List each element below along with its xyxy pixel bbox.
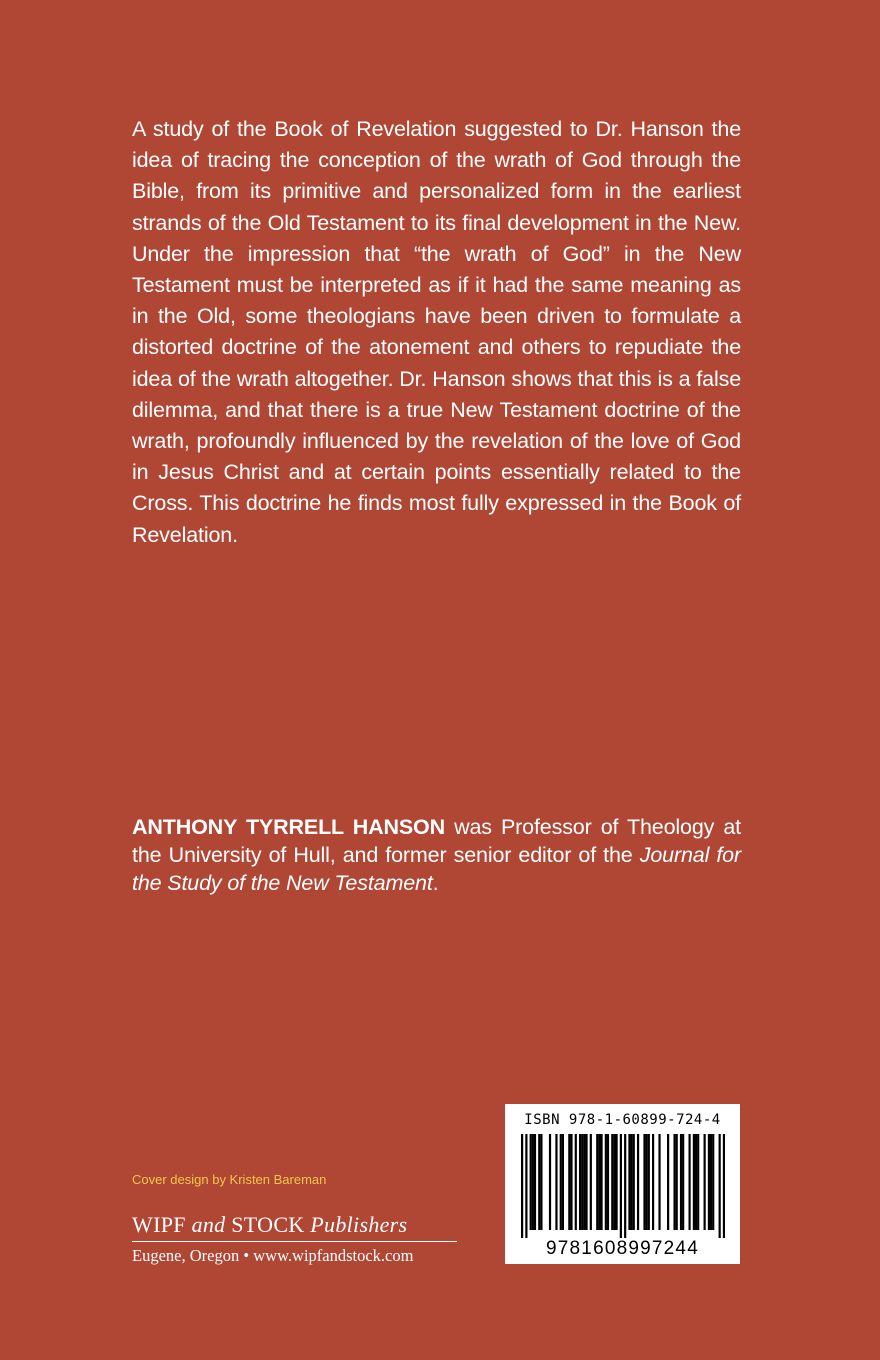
- publisher-name: [132, 1212, 457, 1242]
- isbn-label: ISBN 978-1-60899-724-4: [524, 1112, 721, 1128]
- publisher-name-stock: STOCK: [225, 1212, 311, 1237]
- barcode-bar: [600, 1134, 602, 1230]
- barcode-bar: [631, 1134, 633, 1230]
- barcode-bar: [611, 1134, 613, 1230]
- author-name: ANTHONY TYRRELL HANSON: [132, 815, 445, 839]
- barcode-bar: [712, 1134, 714, 1230]
- barcode-bar: [723, 1134, 725, 1238]
- barcode-bar: [697, 1134, 699, 1230]
- author-bio-end: .: [432, 871, 439, 895]
- author-bio: [132, 813, 741, 897]
- barcode-bar: [658, 1134, 660, 1230]
- barcode-bar: [596, 1134, 598, 1230]
- publisher-block: [132, 1212, 457, 1266]
- barcode-bar: [583, 1134, 585, 1230]
- barcode-bar: [530, 1134, 532, 1230]
- barcode-bar: [568, 1134, 570, 1230]
- barcode-bar: [624, 1134, 626, 1238]
- barcode-bar: [521, 1134, 523, 1238]
- barcode-bar: [538, 1134, 540, 1230]
- barcode-bar: [693, 1134, 695, 1230]
- barcode-bar: [613, 1134, 615, 1230]
- barcode-bar: [719, 1134, 721, 1238]
- barcode-bar: [607, 1134, 609, 1230]
- barcode-bar: [682, 1134, 684, 1230]
- barcode-bar: [673, 1134, 675, 1230]
- isbn-barcode: [505, 1104, 740, 1264]
- barcode-bar: [590, 1134, 592, 1230]
- barcode-bar: [585, 1134, 587, 1230]
- barcode-bar: [676, 1134, 678, 1230]
- barcode-bar: [643, 1134, 645, 1230]
- barcode-bar: [525, 1134, 527, 1238]
- publisher-name-and: and: [191, 1212, 226, 1237]
- barcode-bar: [579, 1134, 581, 1230]
- barcode-bar: [615, 1134, 617, 1230]
- barcode-bar: [620, 1134, 622, 1238]
- barcode-bar: [598, 1134, 600, 1230]
- barcode-bar: [570, 1134, 572, 1230]
- barcode-bar: [628, 1134, 630, 1230]
- barcode-bar: [581, 1134, 583, 1230]
- publisher-name-publishers: Publishers: [310, 1212, 408, 1237]
- barcode-bar: [646, 1134, 648, 1230]
- barcode-bar: [648, 1134, 650, 1230]
- barcode-bar: [637, 1134, 639, 1230]
- back-cover-blurb: A study of the Book of Revelation suggested to Dr. Hanson the idea of tracing the conception of the wrath of God through the Bible, from its primitive and personalized form in the earliest strands of the Old Testament to its final development in the New. Under the impression that “the wrath of God” in the New Testament must be interpreted as if it had the same meaning as in the Old, some theologians have been driven to formulate a distorted doctrine of the atonement and others to repudiate the idea of the wrath altogether. Dr. Hanson shows that this is a false dilemma, and that there is a true New Testament doctrine of the wrath, profoundly influenced by the revelation of the love of God in Jesus Christ and at certain points essentially related to the Cross. This doctrine he finds most fully expressed in the Book of Revelation.: [132, 117, 741, 547]
- journal-title: Journal for the Study of the New Testament: [132, 843, 741, 895]
- barcode-bar: [652, 1134, 654, 1230]
- barcode-bar: [562, 1134, 564, 1230]
- barcode-bars: [521, 1134, 725, 1238]
- barcode-bar: [555, 1134, 557, 1230]
- barcode-bar: [708, 1134, 710, 1230]
- cover-design-credit: Cover design by Kristen Bareman: [132, 1172, 327, 1187]
- barcode-bar: [540, 1134, 542, 1230]
- publisher-name-wipf: WIPF: [132, 1212, 192, 1237]
- barcode-bar: [710, 1134, 712, 1230]
- publisher-location: Eugene, Oregon • www.wipfandstock.com: [132, 1246, 414, 1265]
- barcode-bar: [605, 1134, 607, 1230]
- barcode-bar: [560, 1134, 562, 1230]
- barcode-bar: [680, 1134, 682, 1230]
- barcode-bar: [695, 1134, 697, 1230]
- barcode-bar: [532, 1134, 534, 1230]
- barcode-bar: [549, 1134, 551, 1230]
- barcode-bar: [704, 1134, 706, 1230]
- barcode-bar: [667, 1134, 669, 1230]
- ean-digits: 9781608997244: [546, 1238, 699, 1259]
- barcode-bar: [534, 1134, 536, 1230]
- barcode-bar: [688, 1134, 690, 1230]
- barcode-bar: [633, 1134, 635, 1230]
- author-bio-text: was Professor of Theology at the University of Hull, and former senior editor of the: [132, 815, 741, 867]
- barcode-bar: [575, 1134, 577, 1230]
